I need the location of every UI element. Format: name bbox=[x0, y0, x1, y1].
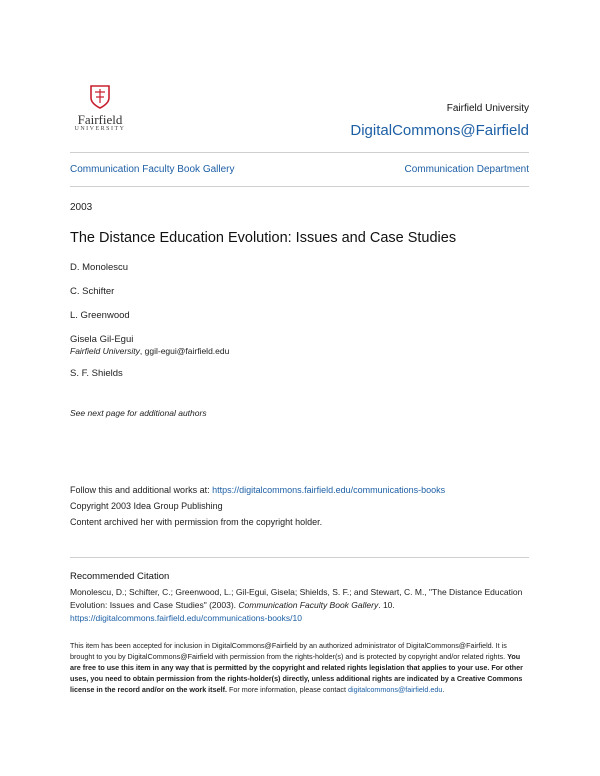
affiliation-name: Fairfield University bbox=[70, 346, 140, 356]
citation-text bbox=[70, 586, 530, 625]
notice-text: This item has been accepted for inclusion in DigitalCommons@Fairfield by an authorized administrator of DigitalCommons@Fairfield. It is brought to you by DigitalCommons@Fairfield with permission from the rights-holder(s) and is protected by copyright and/or related rights. bbox=[70, 641, 508, 661]
notice-contact-text: For more information, please contact bbox=[226, 685, 349, 694]
collection-link[interactable]: Communication Faculty Book Gallery bbox=[70, 164, 235, 175]
citation-body: Monolescu, D.; Schifter, C.; Greenwood, L.; Gil-Egui, Gisela; Shields, S. F.; and Stewart, C. M., "The Distance Education Evolution: Issues and Case Studies" (2003). bbox=[70, 587, 523, 610]
follow-label: Follow this and additional works at: bbox=[70, 485, 213, 495]
shield-icon bbox=[89, 84, 111, 110]
logo-subtitle: UNIVERSITY bbox=[74, 126, 126, 132]
divider bbox=[70, 557, 529, 558]
author-name: L. Greenwood bbox=[70, 310, 130, 321]
notice-bold-text: You are free to use this item in any way that is permitted by the copyright and related rights legislation that applies to your use. For other uses, you need to obtain permission from the rights-holder(s) directly, unless additional rights are indicated by a Creative Commons license in the record and/or on the work itself. bbox=[70, 652, 523, 694]
follow-line bbox=[70, 485, 445, 495]
publication-year: 2003 bbox=[70, 202, 93, 213]
university-logo bbox=[70, 84, 130, 132]
rights-notice bbox=[70, 640, 532, 695]
logo-wordmark: Fairfield bbox=[77, 112, 123, 127]
department-link[interactable]: Communication Department bbox=[404, 164, 529, 175]
copyright-notice: Copyright 2003 Idea Group Publishing bbox=[70, 501, 223, 511]
citation-url-link[interactable]: https://digitalcommons.fairfield.edu/communications-books/10 bbox=[70, 613, 302, 623]
divider bbox=[70, 186, 529, 187]
author-name: D. Monolescu bbox=[70, 262, 129, 273]
citation-number: . 10. bbox=[378, 600, 395, 610]
repository-link[interactable]: DigitalCommons@Fairfield bbox=[350, 122, 529, 139]
author-name: C. Schifter bbox=[70, 286, 115, 297]
author-name: Gisela Gil-Egui bbox=[70, 334, 134, 345]
citation-heading: Recommended Citation bbox=[70, 571, 170, 582]
notice-end: . bbox=[442, 685, 445, 694]
repository-header bbox=[350, 103, 529, 139]
author-email: ggil-egui@fairfield.edu bbox=[144, 346, 230, 356]
collection-url-link[interactable]: https://digitalcommons.fairfield.edu/communications-books bbox=[212, 485, 446, 495]
institution-name: Fairfield University bbox=[446, 103, 529, 114]
contact-email-link[interactable]: digitalcommons@fairfield.edu bbox=[348, 685, 443, 694]
citation-series: Communication Faculty Book Gallery bbox=[238, 600, 379, 610]
author-affiliation: Fairfield University, ggil-egui@fairfield.edu bbox=[70, 346, 230, 356]
divider bbox=[70, 152, 529, 153]
additional-authors-note: See next page for additional authors bbox=[70, 408, 207, 418]
author-name: S. F. Shields bbox=[70, 368, 123, 379]
document-title: The Distance Education Evolution: Issues and Case Studies bbox=[70, 230, 457, 246]
archive-statement: Content archived her with permission from the copyright holder. bbox=[70, 517, 323, 527]
